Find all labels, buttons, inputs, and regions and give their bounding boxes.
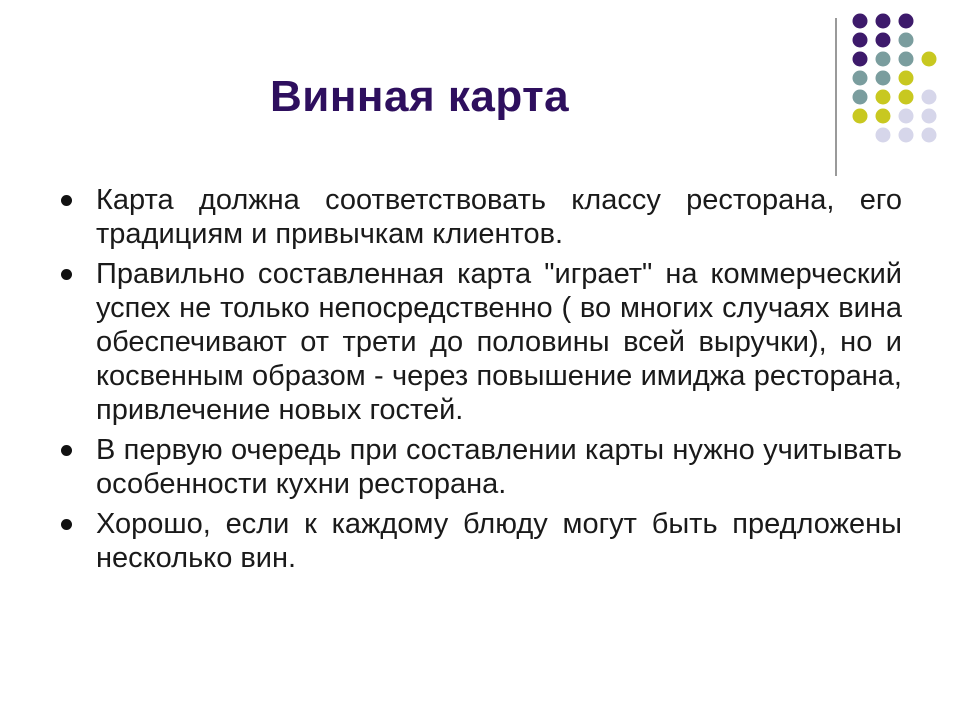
slide-title: Винная карта — [270, 72, 570, 121]
bullet-text: Карта должна соответствовать классу ресторана, его традициям и привычкам клиентов. — [96, 184, 902, 250]
decorative-dot — [922, 109, 937, 124]
bullet-item — [60, 183, 902, 251]
divider-line — [835, 18, 837, 176]
decorative-dot — [853, 90, 868, 105]
decorative-dot — [853, 52, 868, 67]
decorative-dot — [876, 33, 891, 48]
decorative-dot — [899, 90, 914, 105]
decorative-dot — [899, 14, 914, 29]
bullet-list — [60, 183, 902, 575]
decorative-dot — [876, 128, 891, 143]
decorative-dot — [922, 52, 937, 67]
decorative-dot — [853, 14, 868, 29]
decorative-dot — [922, 128, 937, 143]
decorative-dot — [899, 52, 914, 67]
decorative-dot — [922, 90, 937, 105]
bullet-item — [60, 257, 902, 427]
decorative-dot — [853, 71, 868, 86]
decorative-dot — [853, 33, 868, 48]
decorative-dot — [876, 90, 891, 105]
slide-content — [60, 183, 902, 581]
bullet-item — [60, 507, 902, 575]
decorative-dot — [899, 71, 914, 86]
decorative-dot — [876, 109, 891, 124]
bullet-icon — [61, 445, 72, 456]
decorative-dot — [853, 109, 868, 124]
decorative-dot — [899, 33, 914, 48]
bullet-icon — [61, 269, 72, 280]
bullet-icon — [61, 195, 72, 206]
bullet-item — [60, 433, 902, 501]
decorative-dot — [876, 52, 891, 67]
bullet-icon — [61, 519, 72, 530]
bullet-text: Правильно составленная карта "играет" на коммерческий успех не только непосредственно ( во многих случаях вина обеспечивают от трети до половины всей выручки), но и косвенным образом - через повышение имиджа ресторана, привлечение новых гостей. — [96, 258, 902, 426]
decorative-dot — [876, 14, 891, 29]
decorative-dot — [876, 71, 891, 86]
decorative-dot — [899, 109, 914, 124]
decorative-dot — [899, 128, 914, 143]
bullet-text: В первую очередь при составлении карты нужно учитывать особенности кухни ресторана. — [96, 434, 902, 500]
bullet-text: Хорошо, если к каждому блюду могут быть предложены несколько вин. — [96, 508, 902, 574]
